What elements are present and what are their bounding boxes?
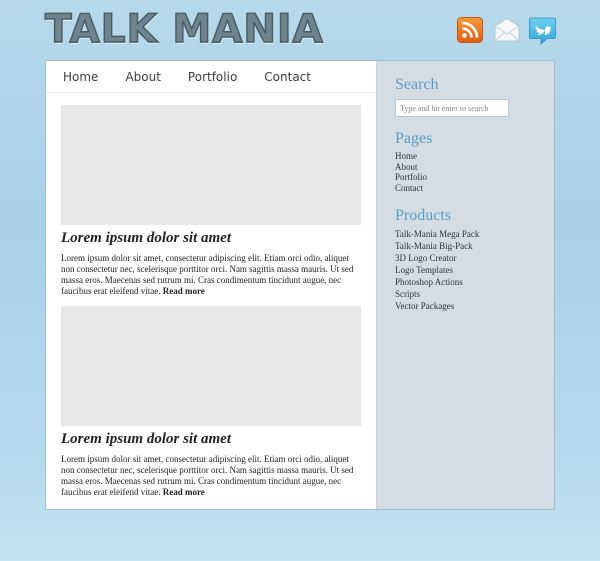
sidebar xyxy=(376,61,554,509)
products-list xyxy=(395,228,479,312)
post-thumbnail[interactable] xyxy=(61,105,361,225)
product-link[interactable]: Talk-Mania Mega Pack xyxy=(395,229,480,239)
product-link[interactable]: Scripts xyxy=(395,289,421,299)
pages-link-contact[interactable]: Contact xyxy=(395,182,423,193)
post-body: Lorem ipsum dolor sit amet, consectetur adipiscing elit. Etiam orci odio, aliquet non consectetur nec, scelerisque porttitor orci. Nam sagittis massa mauris. Ut sed massa eros. Maecenas sed rutrum mi. Cras condimentum tincidunt augue, nec faucibus erat eleifend vitae. xyxy=(61,253,354,296)
blog-post xyxy=(61,105,361,297)
site-logo[interactable]: TALK MANIA xyxy=(45,7,324,52)
product-link[interactable]: Talk-Mania Big-Pack xyxy=(395,241,473,251)
nav-portfolio[interactable]: Portfolio xyxy=(187,69,238,84)
twitter-bird-icon[interactable] xyxy=(529,17,556,45)
read-more-link[interactable]: Read more xyxy=(162,286,205,296)
product-link[interactable]: Vector Packages xyxy=(395,301,455,311)
post-thumbnail[interactable] xyxy=(61,306,361,426)
post-title[interactable]: Lorem ipsum dolor sit amet xyxy=(61,230,232,246)
nav-about[interactable]: About xyxy=(125,69,161,84)
product-link[interactable]: Logo Templates xyxy=(395,265,453,275)
pages-link-about[interactable]: About xyxy=(395,161,418,172)
read-more-link[interactable]: Read more xyxy=(162,487,205,497)
product-link[interactable]: Photoshop Actions xyxy=(395,277,463,287)
page-container xyxy=(45,60,555,510)
mail-icon[interactable] xyxy=(494,17,520,43)
pages-heading: Pages xyxy=(395,130,433,147)
products-heading: Products xyxy=(395,207,451,224)
post-excerpt xyxy=(61,253,361,297)
search-heading: Search xyxy=(395,76,439,93)
search-input[interactable] xyxy=(395,99,509,117)
main-content xyxy=(46,61,376,509)
product-link[interactable]: 3D Logo Creator xyxy=(395,253,457,263)
blog-post xyxy=(61,306,361,498)
top-nav xyxy=(46,61,376,93)
post-body: Lorem ipsum dolor sit amet, consectetur adipiscing elit. Etiam orci odio, aliquet non consectetur nec, scelerisque porttitor orci. Nam sagittis massa mauris. Ut sed massa eros. Maecenas sed rutrum mi. Cras condimentum tincidunt augue, nec faucibus erat eleifend vitae. xyxy=(61,454,354,497)
pages-widget xyxy=(395,130,432,193)
rss-icon[interactable] xyxy=(457,17,483,43)
search-widget xyxy=(395,76,509,117)
post-excerpt xyxy=(61,454,361,498)
nav-contact[interactable]: Contact xyxy=(264,69,311,84)
nav-home[interactable]: Home xyxy=(63,69,99,84)
pages-list xyxy=(395,151,432,193)
pages-link-portfolio[interactable]: Portfolio xyxy=(395,172,428,182)
pages-link-home[interactable]: Home xyxy=(395,151,417,161)
products-widget xyxy=(395,207,479,312)
post-title[interactable]: Lorem ipsum dolor sit amet xyxy=(61,431,232,447)
